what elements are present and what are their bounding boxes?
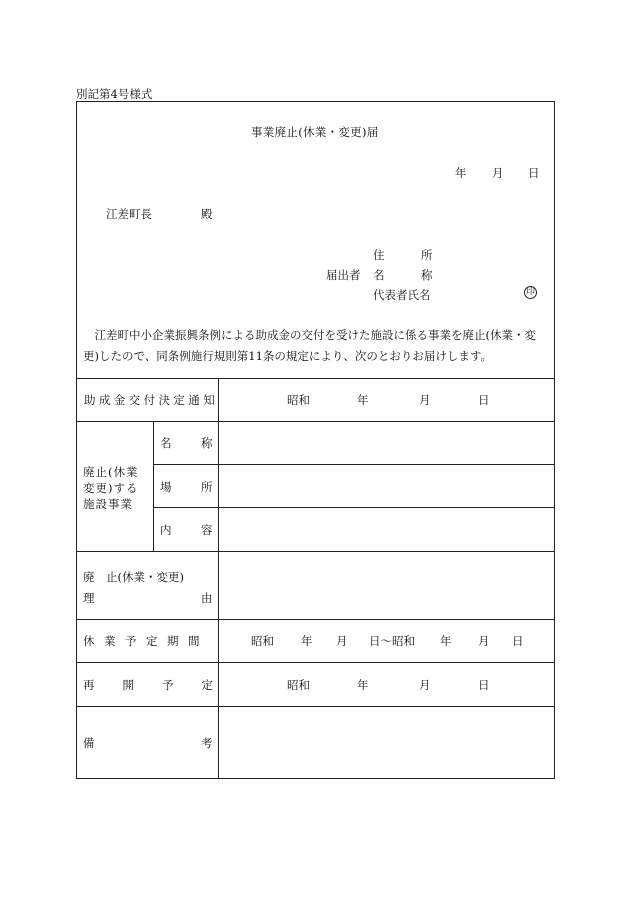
suspension-month: 月 (336, 634, 348, 648)
reopening-month: 月 (419, 678, 431, 692)
notifier-representative: 代表者氏名 (373, 288, 431, 302)
notifier-address-char-2: 所 (421, 248, 433, 262)
reopening-char-3: 予 (162, 678, 174, 692)
reopening-day: 日 (478, 678, 490, 692)
reopening-char-4: 定 (201, 678, 213, 692)
remarks-char-2: 考 (201, 736, 213, 750)
form-title: 事業廃止(休業・変更)届 (251, 125, 379, 139)
suspension-year2: 年 (440, 634, 452, 648)
notifier-address-char-1: 住 (373, 248, 385, 262)
decision-month: 月 (419, 393, 431, 407)
facility-place-char-2: 所 (201, 480, 213, 494)
suspension-day-to: 日〜昭和 (369, 634, 415, 648)
decision-era: 昭和 (287, 393, 310, 407)
label-column-line (218, 378, 219, 779)
form-number: 別記第4号様式 (76, 87, 153, 101)
row-line-1 (76, 421, 555, 422)
row-line-6 (76, 662, 555, 663)
remarks-char-1: 備 (83, 736, 95, 750)
suspension-year: 年 (301, 634, 313, 648)
facility-place-char-1: 場 (160, 480, 172, 494)
reopening-label (83, 678, 213, 692)
date-year: 年 (455, 166, 467, 180)
date-day: 日 (528, 166, 540, 180)
row-line-5 (76, 619, 555, 620)
notifier-name-char-1: 名 (373, 268, 385, 282)
row-line-4 (76, 551, 555, 552)
table-top-line (76, 378, 555, 379)
reopening-char-1: 再 (83, 678, 95, 692)
row-line-7 (76, 706, 555, 707)
seal-mark: 印 (525, 287, 535, 297)
facility-content-char-2: 容 (201, 523, 213, 537)
decision-day: 日 (478, 393, 490, 407)
suspension-era: 昭和 (251, 634, 274, 648)
facility-name-char-2: 称 (201, 436, 213, 450)
body-text: 江差町中小企業振興条例による助成金の交付を受けた施設に係る事業を廃止(休業・変更)したので、同条例施行規則第11条の規定により、次のとおりお届けします。 (83, 328, 536, 363)
reopening-year: 年 (357, 678, 369, 692)
suspension-month2: 月 (478, 634, 490, 648)
facility-group-label: 廃止(休業変更)する施設事業 (83, 465, 139, 511)
reason-char-1: 理 (83, 591, 95, 605)
decision-year: 年 (357, 393, 369, 407)
reason-label-line1: 廃 止(休業・変更) (83, 570, 184, 584)
date-month: 月 (492, 166, 504, 180)
reopening-era: 昭和 (287, 678, 310, 692)
body-indent (83, 328, 95, 342)
body-paragraph (83, 325, 549, 367)
notifier-name-char-2: 称 (421, 268, 433, 282)
decision-notice-label (84, 393, 219, 407)
decision-notice-label-text: 助成金交付決定通知 (84, 393, 219, 407)
suspension-day2: 日 (512, 634, 524, 648)
facility-content-char-1: 内 (160, 523, 172, 537)
facility-subcolumn-line (153, 421, 154, 551)
reopening-char-2: 開 (122, 678, 134, 692)
addressee-name: 江差町長 (106, 207, 152, 221)
row-line-2 (153, 464, 555, 465)
facility-name-char-1: 名 (160, 436, 172, 450)
row-line-3 (153, 507, 555, 508)
addressee-honorific: 殿 (201, 207, 213, 221)
notifier-label: 届出者 (326, 268, 361, 282)
reason-char-2: 由 (201, 591, 213, 605)
suspension-label: 休業予定期間 (83, 634, 209, 648)
